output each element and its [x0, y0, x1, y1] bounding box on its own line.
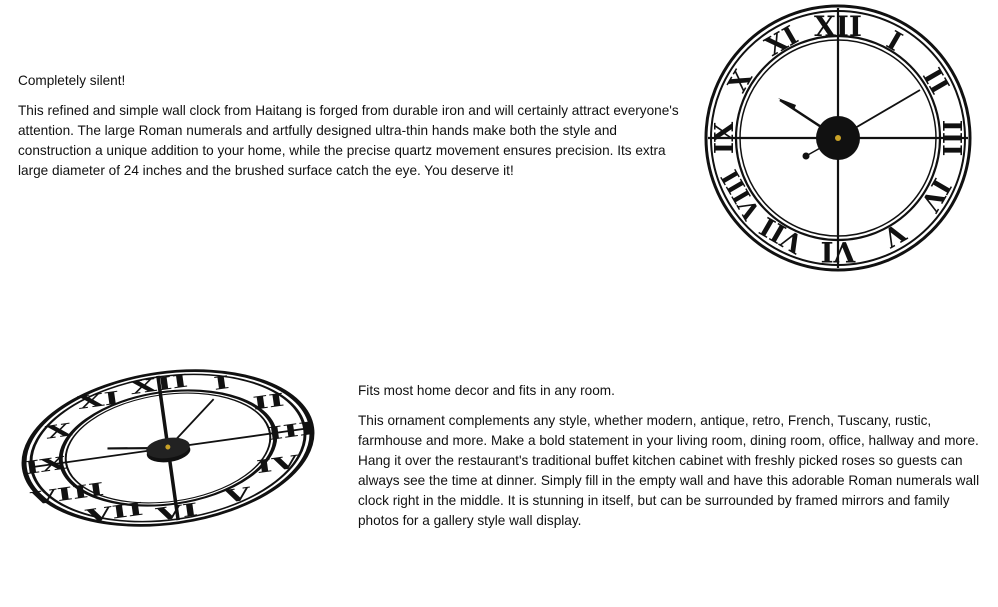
block-body-text: This ornament complements any style, whether modern, antique, retro, French, Tuscany, rustic, farmhouse and more. Make a bold statement in your living room, dining room, office, hallway and more. Hang it over the restaurant's traditional buffet kitchen cabinet with freshly picked roses so guests can always see the time at dinner. Simply fill in the empty wall and have this adorable Roman numerals wall clock right in the middle. It is stunning in itself, but can be surrounded by framed mirrors and family photos for a gallery style wall display.	[358, 413, 980, 528]
svg-text:X: X	[44, 419, 74, 444]
svg-text:VIII: VIII	[714, 164, 767, 225]
svg-text:VIII: VIII	[29, 479, 106, 510]
description-block-silent	[18, 71, 686, 181]
svg-text:I: I	[881, 25, 907, 58]
svg-text:VI: VI	[820, 235, 856, 268]
svg-text:VII: VII	[84, 498, 145, 527]
svg-text:X: X	[722, 65, 759, 98]
svg-text:VII: VII	[755, 210, 809, 259]
svg-text:IX: IX	[22, 452, 68, 479]
clock-front-image	[700, 0, 980, 276]
svg-text:V: V	[877, 216, 911, 253]
svg-text:II: II	[916, 63, 955, 100]
svg-text:V: V	[222, 483, 252, 508]
description-block-decor	[358, 381, 983, 531]
wall-clock-front-icon	[700, 0, 980, 276]
svg-text:II: II	[251, 389, 286, 415]
block-heading: Completely silent!	[18, 73, 126, 88]
svg-text:IV: IV	[255, 451, 300, 478]
svg-text:III: III	[265, 418, 316, 445]
wall-clock-angled-icon	[18, 366, 320, 542]
svg-text:IV: IV	[914, 172, 957, 217]
block-heading: Fits most home decor and fits in any room.	[358, 383, 615, 398]
svg-text:VI: VI	[154, 499, 200, 526]
svg-text:XII: XII	[128, 370, 190, 399]
svg-text:XI: XI	[76, 387, 122, 414]
svg-text:XII: XII	[814, 10, 862, 43]
svg-text:IX: IX	[710, 121, 740, 155]
svg-text:III: III	[936, 119, 966, 157]
clock-angled-image	[18, 366, 320, 542]
svg-text:XI: XI	[760, 20, 804, 63]
svg-text:I: I	[212, 372, 231, 395]
block-body-text: This refined and simple wall clock from Haitang is forged from durable iron and will certainly attract everyone's attention. The large Roman numerals and artfully designed ultra-thin hands make both the style and construction a unique addition to your home, while the precise quartz movement ensures precision. Its extra large diameter of 24 inches and the brushed surface catch the eye. You deserve it!	[18, 103, 679, 178]
